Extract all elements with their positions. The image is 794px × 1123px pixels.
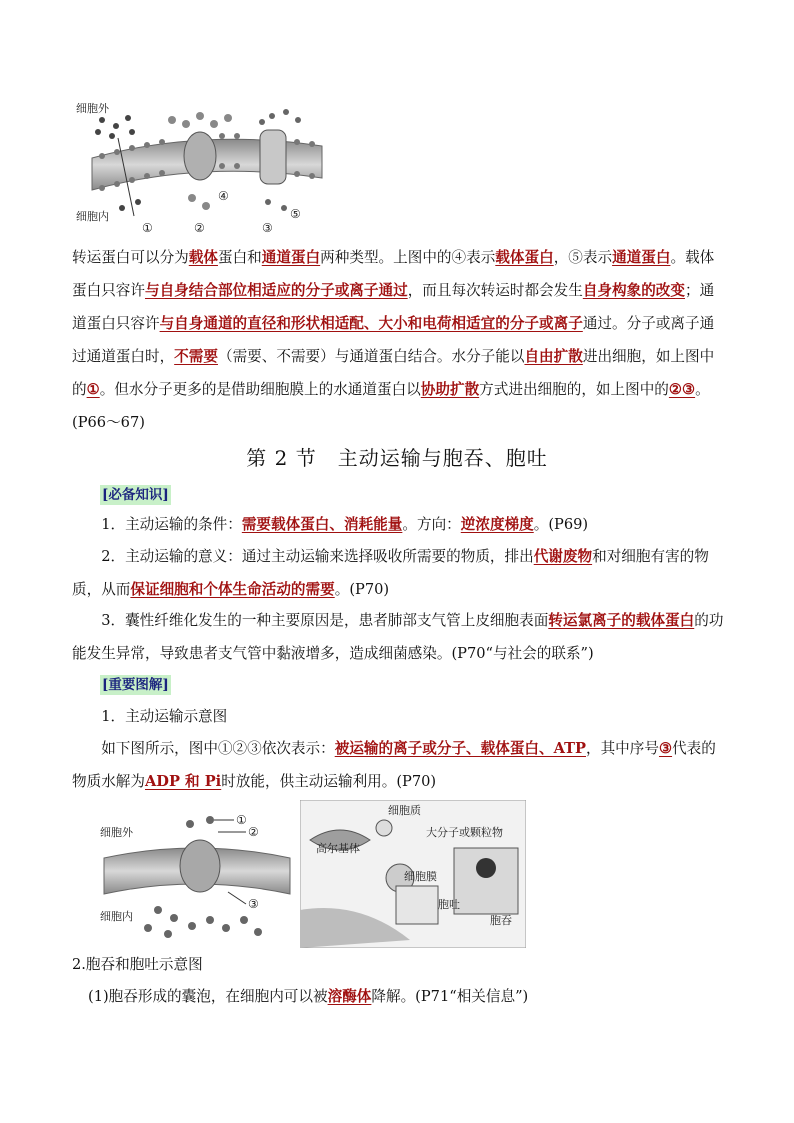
figure-active-transport [98,808,294,948]
marker-5: ⑤ [290,207,301,221]
marker-2-1: ① [236,813,247,827]
marker-3: ③ [262,221,273,235]
answer-no-need: 不需要 [174,348,218,365]
carrier-protein [184,132,216,180]
answer-facilitated-diffusion: 协助扩散 [420,381,480,398]
figure-transport-proteins [72,98,332,238]
marker-4: ④ [218,189,229,203]
particle [476,858,496,878]
paragraph-transport-proteins: 转运蛋白可以分为载体蛋白和通道蛋白两种类型。上图中的④表示载体蛋白，⑤表示通道蛋白。载体蛋白只容许与自身结合部位相适应的分子或离子通过，而且每次转运时都会发生自身构象的改变；通道蛋白只容许与自身通道的直径和形状相适配、大小和电荷相适宜的分子或离子通过。分子或离子通过通道蛋白时，不需要（需要、不需要）与通道蛋白结合。水分子能以自由扩散进出细胞，如上图中的①。但水分子更多的是借助细胞膜上的水通道蛋白以协助扩散方式进出细胞的，如上图中的②③。(P66～67) [72,249,715,431]
label-endocytosis: 胞吞 [490,914,512,927]
inside-label: 细胞内 [76,210,109,223]
endocytosis-subtitle: 2.胞吞和胞吐示意图 [72,956,203,973]
marker-1: ① [142,221,153,235]
knowledge-1: 1．主动运输的条件：需要载体蛋白、消耗能量。方向：逆浓度梯度。(P69) [101,516,589,533]
tag-essential-knowledge: [必备知识] [102,487,169,503]
diagram-title: 1．主动运输示意图 [101,708,228,725]
answer-free-diffusion: 自由扩散 [524,348,583,365]
endocytosis-item-1: (1)胞吞形成的囊泡，在细胞内可以被溶酶体降解。(P71“相关信息”) [88,988,529,1005]
inside-label-2: 细胞内 [100,910,133,923]
marker-2-2: ② [248,825,259,839]
answer-channel-protein: 通道蛋白 [261,249,321,266]
knowledge-2: 2．主动运输的意义：通过主动运输来选择吸收所需要的物质，排出代谢废物和对细胞有害的物质，从而保证细胞和个体生命活动的需要。(P70) [72,548,709,598]
answer-five: 通道蛋白 [612,249,671,266]
label-cytoplasm: 细胞质 [388,804,421,817]
marker-2-3: ③ [248,897,259,911]
tag-important-diagrams: [重要图解] [102,677,169,693]
label-cell-membrane: 细胞膜 [404,870,437,883]
vesicle [376,820,392,836]
outside-label: 细胞外 [76,102,109,115]
outside-label-2: 细胞外 [100,826,133,839]
label-macromolecule: 大分子或颗粒物 [426,826,503,839]
label-exocytosis: 胞吐 [438,898,460,911]
section-heading: 第 2 节 主动运输与胞吞、胞吐 [246,446,548,470]
answer-conformation: 自身构象的改变 [582,282,685,299]
diagram-description: 如下图所示，图中①②③依次表示：被运输的离子或分子、载体蛋白、ATP，其中序号③代表的物质水解为ADP 和 Pi时放能，供主动运输利用。(P70) [72,740,716,790]
answer-two-three: ②③ [668,381,696,398]
carrier-protein-2 [180,840,220,892]
knowledge-3: 3．囊性纤维化发生的一种主要原因是，患者肺部支气管上皮细胞表面转运氯离子的载体蛋白的功能发生异常，导致患者支气管中黏液增多，造成细菌感染。(P70“与社会的联系”) [72,612,724,662]
answer-carrier: 载体 [188,249,218,266]
endocytosis-inset [454,848,518,914]
label-golgi: 高尔基体 [316,842,360,855]
figure-endocytosis-exocytosis [300,800,526,948]
channel-protein [260,130,286,184]
marker-2: ② [194,221,205,235]
answer-four: 载体蛋白 [495,249,554,266]
answer-channel-rule: 与自身通道的直径和形状相适配、大小和电荷相适宜的分子或离子 [159,315,583,332]
exocytosis-inset [396,886,438,924]
answer-carrier-rule: 与自身结合部位相适应的分子或离子通过 [144,282,408,299]
answer-one: ① [86,381,100,398]
